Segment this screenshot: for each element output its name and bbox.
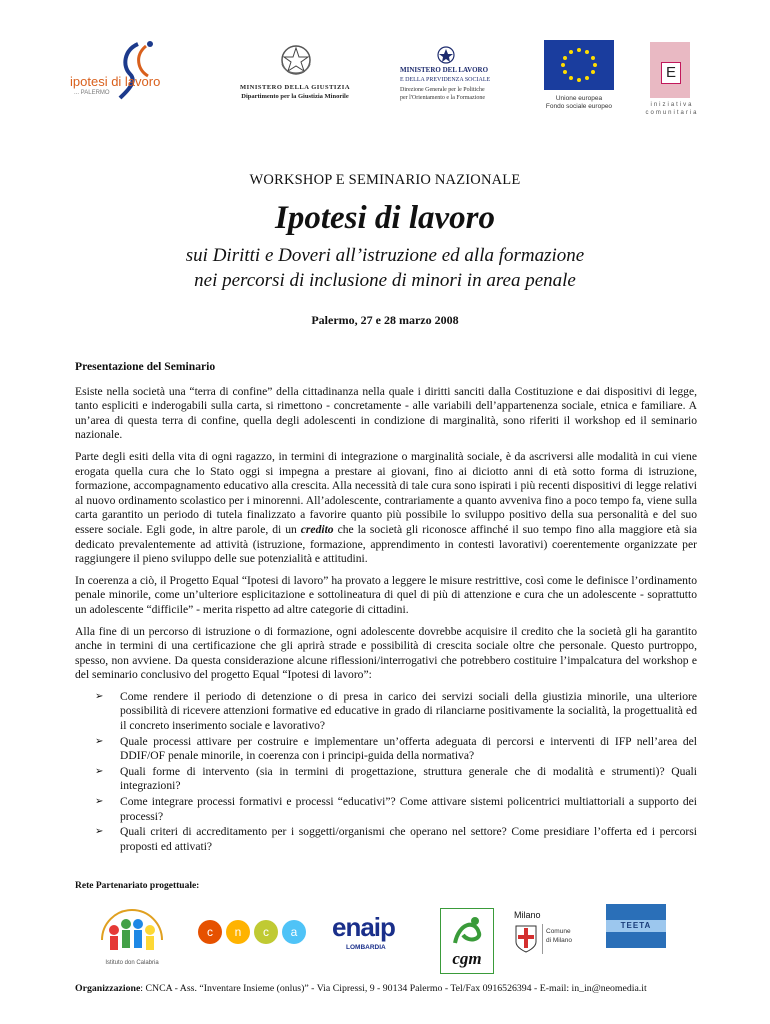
arrow-bullet-icon: ➢: [95, 796, 104, 808]
enaip-sub: LOMBARDIA: [346, 944, 386, 951]
list-item: [75, 735, 697, 764]
italian-emblem-icon: [278, 42, 314, 80]
children-circle-icon: [92, 900, 172, 960]
ministero-lavoro-line4: per l'Orientamento e la Formazione: [400, 95, 486, 101]
ministero-lavoro-line2: E DELLA PREVIDENZA SOCIALE: [400, 77, 491, 83]
list-item-text: Quali criteri di accreditamento per i soggetti/organismi che operano nel settore? Come presidiare l’offerta ed i percorsi proposti ed attivati?: [120, 825, 697, 853]
section-title: Presentazione del Seminario: [75, 360, 216, 373]
partner-teeta-logo: [606, 904, 666, 948]
partner-cgm-logo: [440, 908, 494, 974]
rete-partenariato-title: Rete Partenariato progettuale:: [75, 881, 200, 891]
paragraph-2: [75, 450, 697, 567]
enaip-name: enaip: [332, 912, 395, 942]
partner-istituto-logo: [92, 900, 172, 972]
equal-caption-line2: comunitaria: [645, 110, 699, 116]
eu-flag-icon: [540, 40, 618, 92]
list-item: [75, 795, 697, 824]
subtitle-line1: sui Diritti e Doveri all’istruzione ed alla formazione: [185, 245, 585, 266]
eu-caption-line1: Unione europea: [555, 95, 603, 102]
milano-line1: Comune: [546, 928, 571, 935]
partner-milano-logo: [512, 910, 584, 966]
equal-caption-line1: iniziativa: [650, 102, 694, 108]
footer-text: : CNCA - Ass. “Inventare Insieme (onlus)” - Via Cipressi, 9 - 90134 Palermo - Tel/Fax 0916526394 - E-mail: in_in@neomedia.it: [140, 983, 647, 994]
paragraph-1: Esiste nella società una “terra di confine” della cittadinanza nella quale i diritti sanciti dalla Costituzione e dai dispositivi di legge, tanto espliciti e inderogabili sulla carta, si rimettono - concretamente - alle variabili dell’appartenenza sociale, etnica e familiare. A un’area di questa terra di confine, quella degli adolescenti in condizione di marginalità, sono riferiti il workshop ed il seminario nazionale.: [75, 384, 697, 442]
teeta-name: TEETA: [620, 921, 652, 930]
list-item: [75, 690, 697, 734]
eu-caption-line2: Fondo sociale europeo: [545, 103, 613, 110]
arrow-bullet-icon: ➢: [95, 765, 104, 777]
ministero-lavoro-logo: [400, 44, 510, 106]
ministero-giustizia-line2: Dipartimento per la Giustizia Minorile: [241, 93, 349, 100]
list-item: [75, 825, 697, 854]
equal-logo: [646, 42, 698, 124]
equal-badge: [650, 42, 690, 98]
milano-crest-icon: [514, 924, 538, 954]
list-item-text: Quali forme di intervento (sia in termini di progettazione, struttura generale che di modalità e strumenti)? Quali integrazioni?: [120, 764, 697, 793]
cnca-letter-3: c: [254, 920, 278, 944]
list-item: [75, 765, 697, 794]
list-item-text: Come integrare processi formativi e processi “educativi”? Come attivare sistemi policentrici multiattoriali a supporto dei processi?: [120, 795, 697, 823]
list-item-text: Quale processi attivare per costruire e implementare un’offerta adeguata di percorsi e interventi di IFP nell’area del DDIF/OF penale minorile, in coerenza con i principi-guida della normativa?: [120, 734, 697, 763]
arrow-bullet-icon: ➢: [95, 690, 104, 702]
ministero-giustizia-line1: MINISTERO DELLA GIUSTIZIA: [239, 84, 351, 91]
ipotesi-logo-sub: ... PALERMO: [74, 90, 110, 96]
paragraph-4: Alla fine di un percorso di istruzione o di formazione, ogni adolescente dovrebbe acquisire il credito che la società gli ha garantito anche in termini di una certificazione che gli aprirà strade e possibilità di crescita sociale oltre che personale. Questo purtroppo, spesso, non avviene. Da questa considerazione alcune riflessioni/interrogativi che potrebbero costituire l’impalcatura del workshop e del seminario conclusivo del progetto Equal “Ipotesi di lavoro”:: [75, 624, 697, 682]
partner-cnca-logo: [198, 920, 308, 946]
arrow-bullet-icon: ➢: [95, 735, 104, 747]
ipotesi-di-lavoro-logo: [68, 40, 188, 100]
equal-letter: E: [661, 62, 681, 84]
list-item-text: Come rendere il periodo di detenzione o di presa in carico dei servizi sociali della giustizia minorile, una ulteriore possibilità di ricevere attenzioni formative ed educative in grado di rilanciarne positivamente la socialità, la progettualità ed il concreto inserimento sociale e lavorativo?: [120, 689, 697, 733]
page-subtitle: [0, 243, 770, 293]
ministero-giustizia-logo: [230, 42, 360, 104]
credito-word: credito: [300, 522, 334, 536]
subtitle-line2: nei percorsi di inclusione di minori in area penale: [194, 270, 576, 291]
question-list: [75, 690, 697, 855]
eu-logo: [540, 40, 618, 112]
ipotesi-logo-word: ipotesi di lavoro: [70, 74, 161, 89]
ministero-lavoro-line3: Direzione Generale per le Politiche: [400, 87, 485, 93]
page-title: Ipotesi di lavoro: [275, 200, 495, 236]
footer-organizzazione: [75, 983, 715, 994]
paragraph-2-text: Parte degli esiti della vita di ogni ragazzo, in termini di integrazione o marginalità sociale, è da ascriversi alle modalità in cui viene erogata quella cura che lo Stato oggi si impegna a prestare ai giovani, fino ai diciotto anni di età sotto forma di istruzione, formazione, accompagnamento educativo alla crescita. Alla necessità di tale cura sono ispirati i più recenti dispositivi di legge relativi al nuovo ordinamento scolastico per i minorenni. All’adolescente, contrariamente a quanto avveniva fino a poco tempo fa, viene sulla carta garantito un periodo di tutela finalizzato a favorire quanto più possibile lo sviluppo positivo della sua personalità e del suo essere sociale. Egli gode, in altre parole, di un: [75, 449, 697, 536]
partner-enaip-logo: [332, 912, 416, 958]
body-text: [75, 360, 697, 855]
workshop-heading: WORKSHOP E SEMINARIO NAZIONALE: [249, 172, 521, 188]
cgm-name: cgm: [452, 949, 482, 968]
cnca-letter-4: a: [282, 920, 306, 944]
cnca-letter-2: n: [226, 920, 250, 944]
cnca-letter-1: c: [198, 920, 222, 944]
date-line: Palermo, 27 e 28 marzo 2008: [311, 313, 459, 327]
paragraph-2-tail: che la società gli riconosce affinché il suo tempo fino alla maggiore età sia dedicato prevalentemente ad attività (istruzione, formazione, apprendimento in contesti lavorativi) coerentemente organizzate per raggiungere il pieno sviluppo delle sue potenzialità e attitudini.: [75, 522, 698, 566]
partner-istituto-caption: Istituto don Calabria: [105, 960, 159, 966]
paragraph-3: In coerenza a ciò, il Progetto Equal “Ipotesi di lavoro” ha provato a leggere le misure restrittive, così come le definisce l’ordinamento penale minorile, come un’ulteriore esplicitazione e sottolineatura di quel di più di attenzione e cura che un adolescente - soprattutto un adolescente “difficile” - merita rispetto ad altre categorie di cittadini.: [75, 573, 697, 616]
ministero-lavoro-line1: MINISTERO DEL LAVORO: [400, 66, 489, 74]
arrow-bullet-icon: ➢: [95, 826, 104, 838]
footer-label: Organizzazione: [75, 983, 141, 994]
milano-line2: di Milano: [546, 937, 573, 944]
milano-title: Milano: [514, 910, 541, 920]
milano-divider: [542, 924, 543, 954]
cgm-figure-icon: [449, 913, 485, 947]
italian-emblem-small-icon: [436, 44, 456, 66]
